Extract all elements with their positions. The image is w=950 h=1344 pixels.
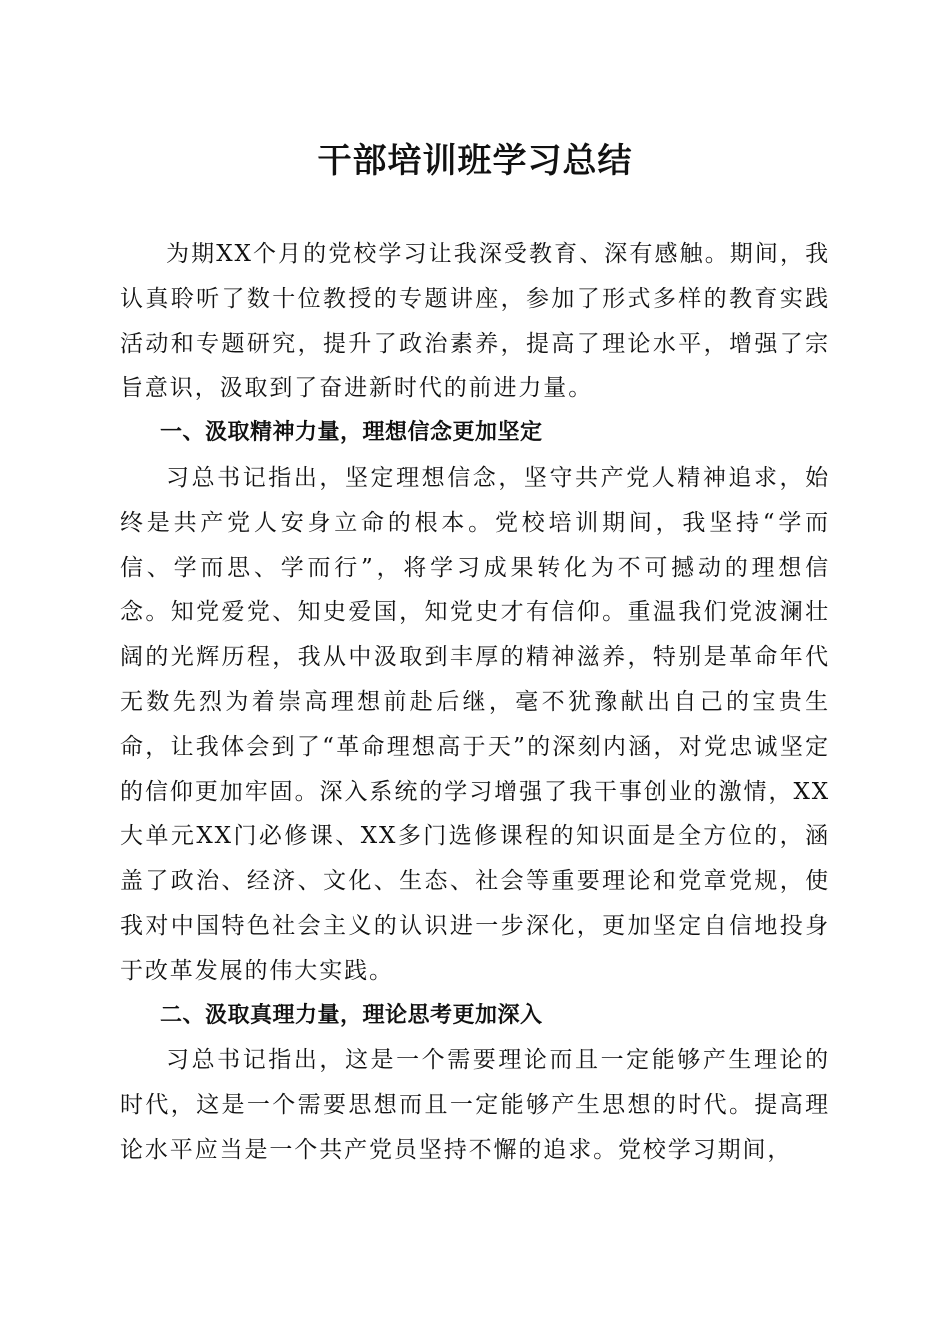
document-body <box>120 232 830 1173</box>
document-title: 干部培训班学习总结 <box>317 141 633 181</box>
section-paragraph-1: 习总书记指出，坚定理想信念，坚守共产党人精神追求，始终是共产党人安身立命的根本。党校培训期间，我坚持“学而信、学而思、学而行”，将学习成果转化为不可撼动的理想信念。知党爱党、知史爱国，知党史才有信仰。重温我们党波澜壮阔的光辉历程，我从中汲取到丰厚的精神滋养，特别是革命年代无数先烈为着崇高理想前赴后继，毫不犹豫献出自己的宝贵生命，让我体会到了“革命理想高于天”的深刻内涵，对党忠诚坚定的信仰更加牢固。深入系统的学习增强了我干事创业的激情，XX大单元XX门必修课、XX多门选修课程的知识面是全方位的，涵盖了政治、经济、文化、生态、社会等重要理论和党章党规，使我对中国特色社会主义的认识进一步深化，更加坚定自信地投身于改革发展的伟大实践。 <box>120 464 830 984</box>
intro-paragraph: 为期XX个月的党校学习让我深受教育、深有感触。期间，我认真聆听了数十位教授的专题讲座，参加了形式多样的教育实践活动和专题研究，提升了政治素养，提高了理论水平，增强了宗旨意识，汲取到了奋进新时代的前进力量。 <box>120 241 830 402</box>
section-paragraph-2: 习总书记指出，这是一个需要理论而且一定能够产生理论的时代，这是一个需要思想而且一定能够产生思想的时代。提高理论水平应当是一个共产党员坚持不懈的追求。党校学习期间， <box>120 1047 830 1163</box>
section-heading-1: 一、汲取精神力量，理想信念更加坚定 <box>160 420 543 446</box>
section-heading-2: 二、汲取真理力量，理论思考更加深入 <box>160 1002 543 1028</box>
